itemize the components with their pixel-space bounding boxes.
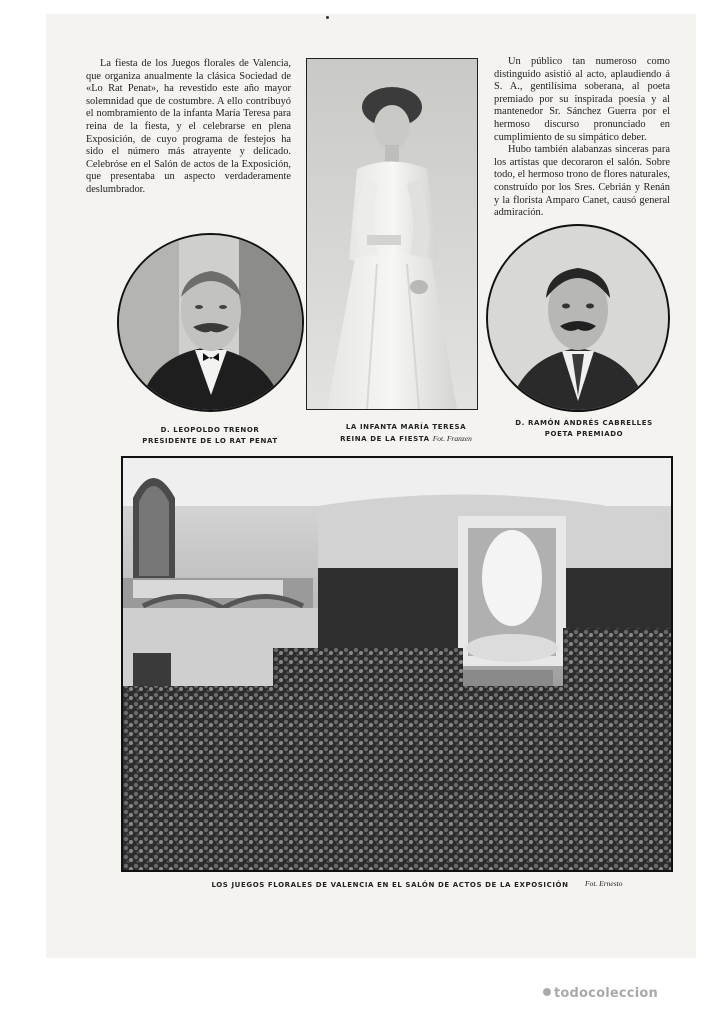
caption-role: PRESIDENTE DE LO RAT PENAT — [142, 437, 278, 445]
trenor-portrait-image — [119, 235, 302, 410]
article-paragraph: Un público tan numeroso como distinguido asistió al acto, aplaudiendo á S. A., gentilísima soberana, al poeta premiado por su inspirada poesía y al mantenedor Sr. Sánchez Guerra por el hermoso discurso pronunciado en cumplimiento de su simpático deber. — [494, 56, 670, 143]
portrait-cabrelles-photo — [486, 224, 670, 412]
paper-speck — [326, 16, 329, 19]
portrait-infanta-photo — [306, 58, 478, 410]
caption-name: D. RAMÓN ANDRÉS CABRELLES — [515, 419, 653, 427]
caption-role-line — [306, 433, 506, 445]
caption-name: D. LEOPOLDO TRENOR — [160, 426, 260, 434]
ceremony-hall-image — [123, 458, 671, 870]
infanta-figure-image — [307, 59, 477, 409]
cabrelles-portrait-image — [488, 226, 668, 410]
watermark-text: todocoleccion — [554, 986, 658, 1001]
article-paragraph: La fiesta de los Juegos florales de Valencia, que organiza anualmente la clásica Sociedad de «Lo Rat Penat», ha revestido este año mayor solemnidad que de costumbre. A ello contribuyó el nombramiento de la infanta María Teresa para reina de la fiesta, y el celebrarse en plena Exposición, de cuyo programa de festejos ha sido el número más atrayente y delicado. Celebróse en el Salón de actos de la Exposición, que presentaba un aspecto verdaderamente deslumbrador. — [86, 58, 291, 195]
caption-cabrelles — [494, 418, 674, 440]
caption-infanta — [306, 422, 506, 445]
hall-ceremony-photo — [121, 456, 673, 872]
article-paragraph: Hubo también alabanzas sinceras para los artistas que decoraron el salón. Sobre todo, el hermoso trono de flores naturales, construído por los Sres. Cebrián y Renán y la florista Amparo Canet, causó general admiración. — [494, 144, 670, 219]
photo-credit-hall: Fot. Ernesto — [585, 879, 623, 888]
caption-role: REINA DE LA FIESTA — [340, 435, 430, 443]
caption-name: LA INFANTA MARÍA TERESA — [345, 423, 467, 431]
site-watermark — [543, 986, 658, 1001]
article-right-column — [494, 56, 670, 220]
portrait-trenor-photo — [117, 233, 304, 412]
article-left-column — [86, 58, 291, 197]
photo-credit: Fot. Franzen — [432, 434, 472, 443]
watermark-logo-icon — [543, 988, 551, 996]
caption-hall: LOS JUEGOS FLORALES DE VALENCIA EN EL SALÓN DE ACTOS DE LA EXPOSICIÓN — [211, 881, 569, 889]
caption-trenor — [118, 425, 302, 447]
caption-role: POETA PREMIADO — [544, 430, 624, 438]
